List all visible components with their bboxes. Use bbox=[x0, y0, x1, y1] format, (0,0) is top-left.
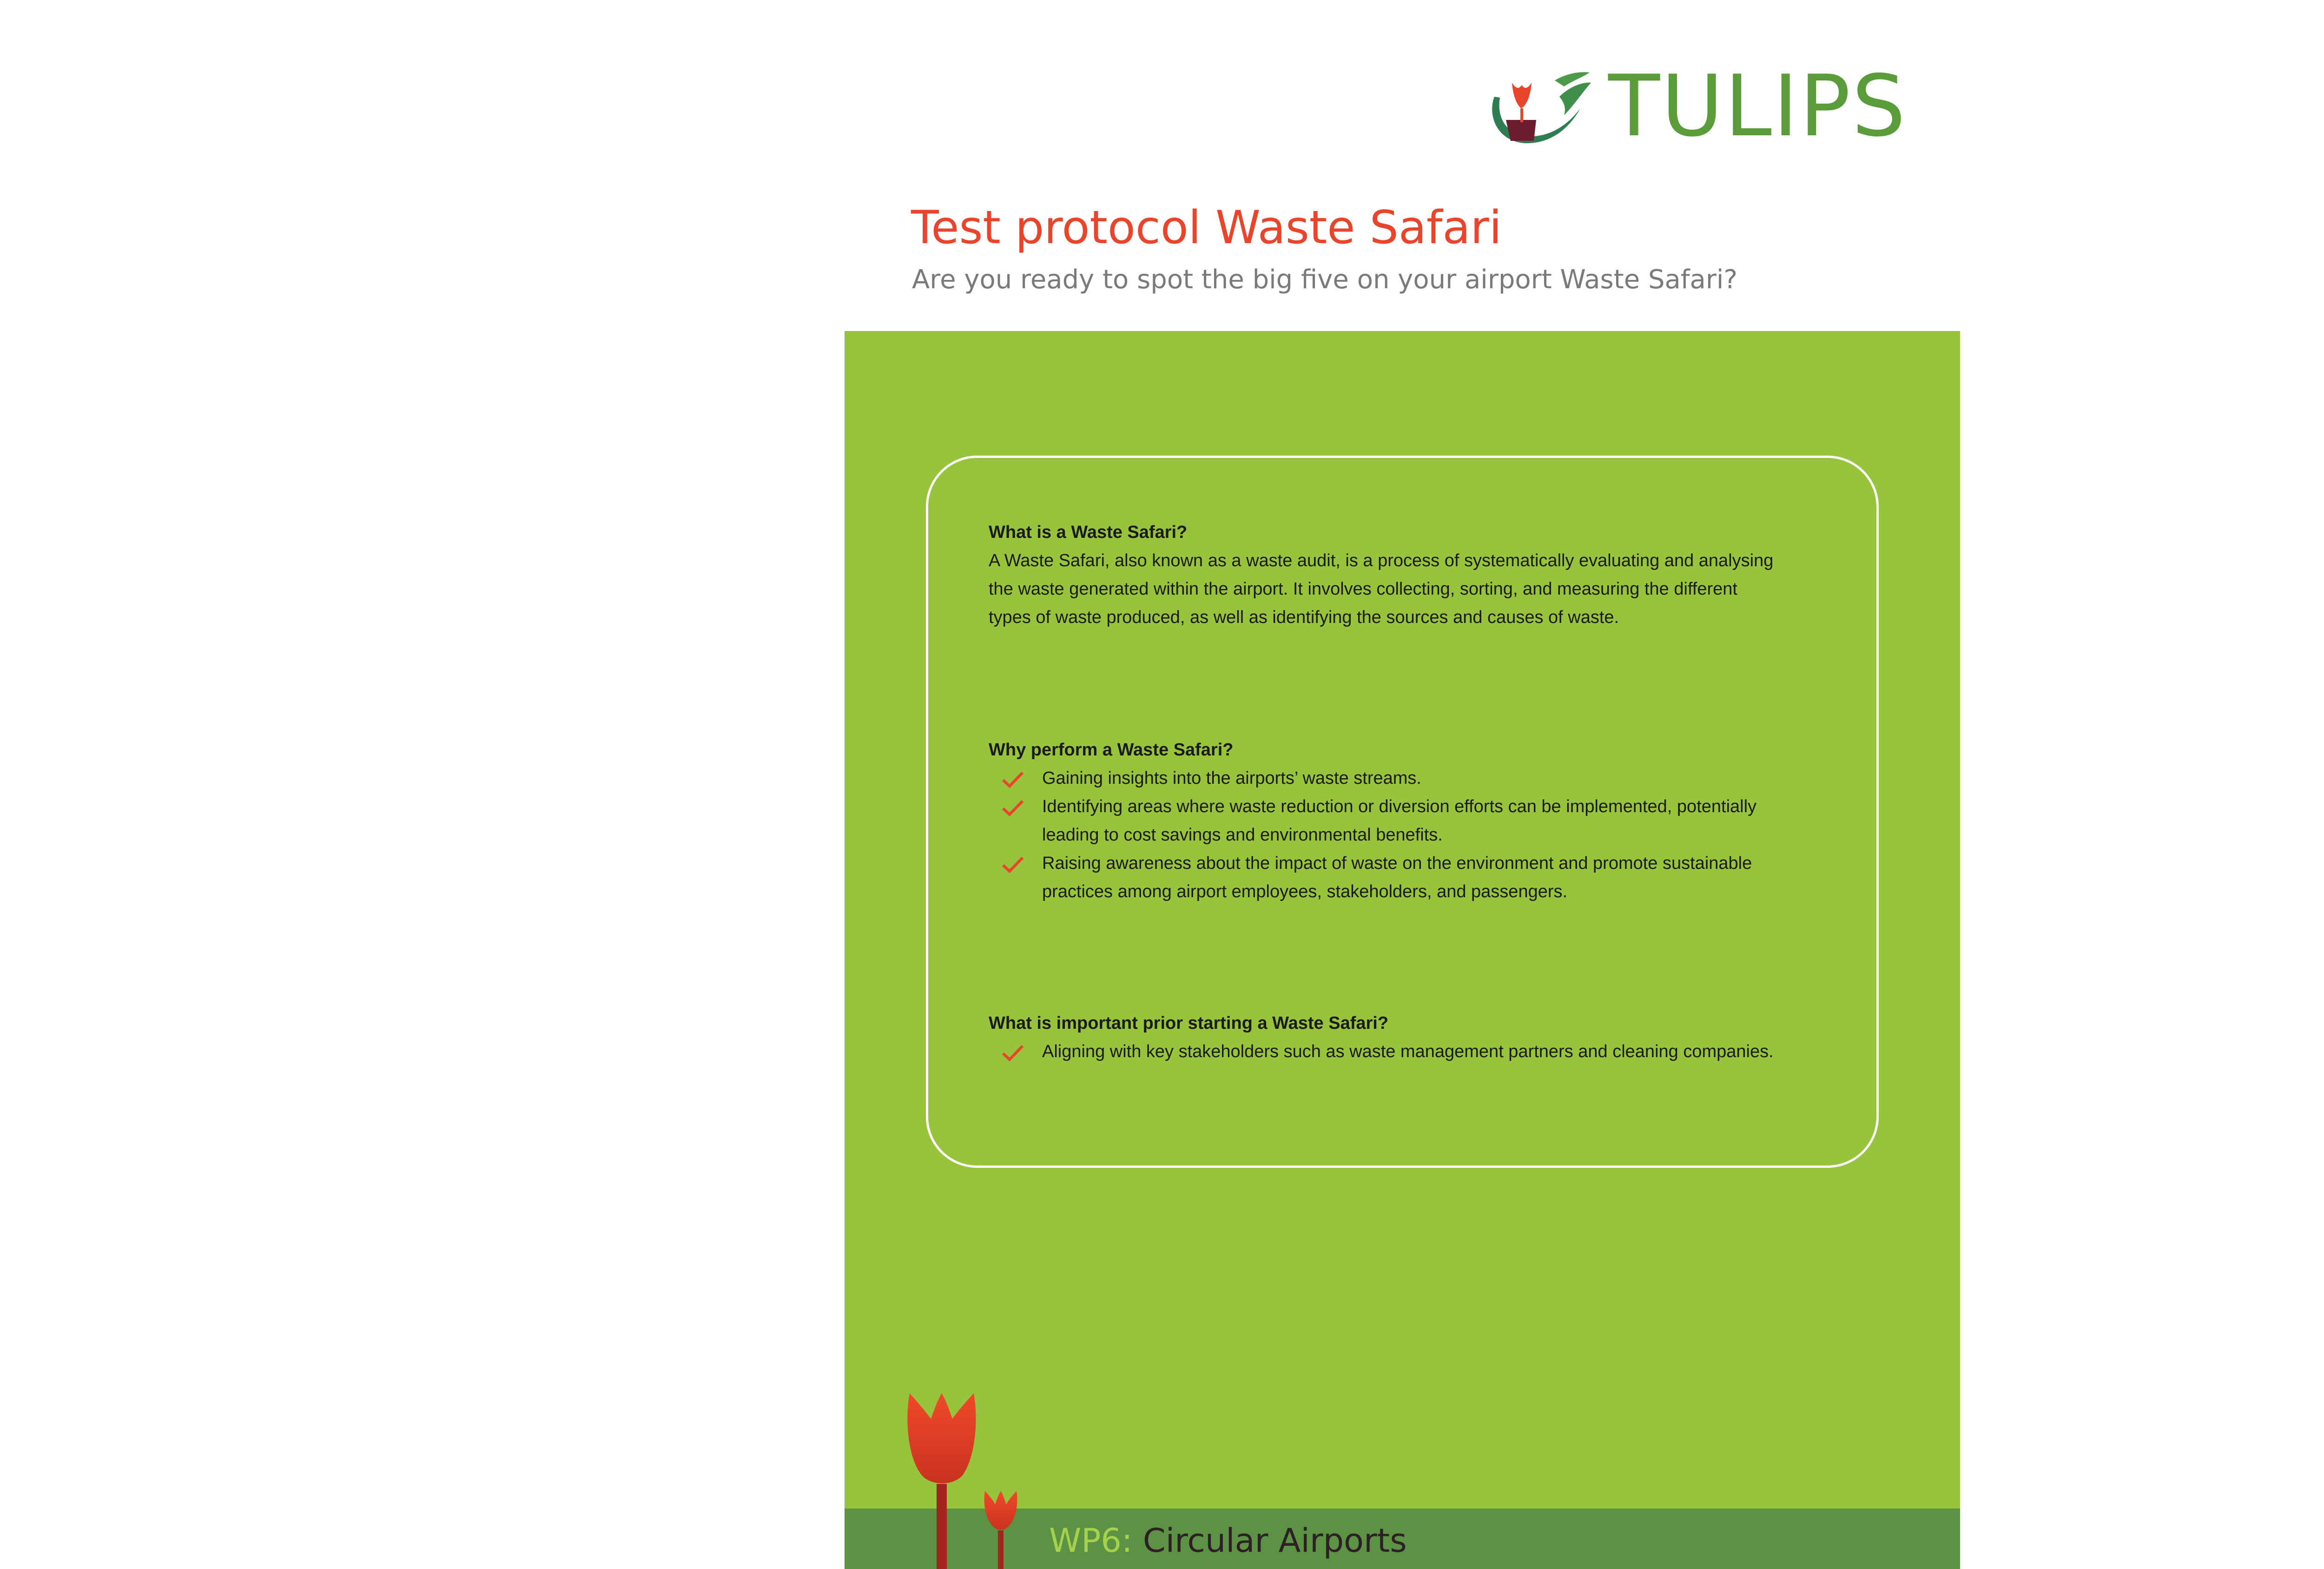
tulips-logo bbox=[1485, 57, 1907, 155]
list-item bbox=[989, 764, 1872, 793]
section-heading: What is a Waste Safari? bbox=[989, 523, 1188, 542]
list-item-line: Identifying areas where waste reduction or diversion efforts can be implemented, potentially bbox=[1042, 797, 1757, 816]
checkmark-icon bbox=[1002, 799, 1024, 817]
list-item bbox=[989, 849, 1872, 906]
brand-name: TULIPS bbox=[1608, 57, 1907, 155]
section-line: A Waste Safari, also known as a waste audit, is a process of systematically evaluating and analysing bbox=[989, 551, 1774, 570]
prior-list bbox=[989, 1038, 1872, 1066]
section-prior-starting bbox=[989, 1009, 1872, 1066]
section-line: types of waste produced, as well as identifying the sources and causes of waste. bbox=[989, 608, 1619, 627]
list-item-line: practices among airport employees, stakeholders, and passengers. bbox=[1042, 882, 1568, 901]
footer-wp: WP6: bbox=[1049, 1522, 1133, 1560]
list-item-line: Aligning with key stakeholders such as waste management partners and cleaning companies. bbox=[1042, 1042, 1774, 1061]
checkmark-icon bbox=[1002, 1044, 1024, 1062]
why-list bbox=[989, 764, 1872, 906]
tulips-decoration-icon bbox=[905, 1391, 1026, 1569]
section-heading: What is important prior starting a Waste Safari? bbox=[989, 1013, 1389, 1033]
content-panel bbox=[845, 331, 1960, 1569]
list-item-line: Raising awareness about the impact of waste on the environment and promote sustainable bbox=[1042, 854, 1752, 873]
section-heading: Why perform a Waste Safari? bbox=[989, 740, 1234, 760]
list-item-line: Gaining insights into the airports’ waste streams. bbox=[1042, 768, 1421, 788]
section-what-is bbox=[989, 518, 1872, 632]
section-line: the waste generated within the airport. It involves collecting, sorting, and measuring the different bbox=[989, 579, 1737, 599]
page-subtitle: Are you ready to spot the big five on your airport Waste Safari? bbox=[912, 265, 1738, 295]
list-item-line: leading to cost savings and environmental benefits. bbox=[1042, 825, 1443, 845]
info-box bbox=[926, 456, 1879, 1168]
list-item bbox=[989, 793, 1872, 849]
checkmark-icon bbox=[1002, 856, 1024, 874]
section-why-perform bbox=[989, 736, 1872, 906]
tulips-logo-mark-icon bbox=[1485, 64, 1592, 148]
list-item bbox=[989, 1038, 1872, 1066]
page-title: Test protocol Waste Safari bbox=[911, 201, 1502, 254]
footer-label bbox=[1049, 1520, 1407, 1562]
footer-name: Circular Airports bbox=[1142, 1522, 1407, 1560]
checkmark-icon bbox=[1002, 771, 1024, 788]
